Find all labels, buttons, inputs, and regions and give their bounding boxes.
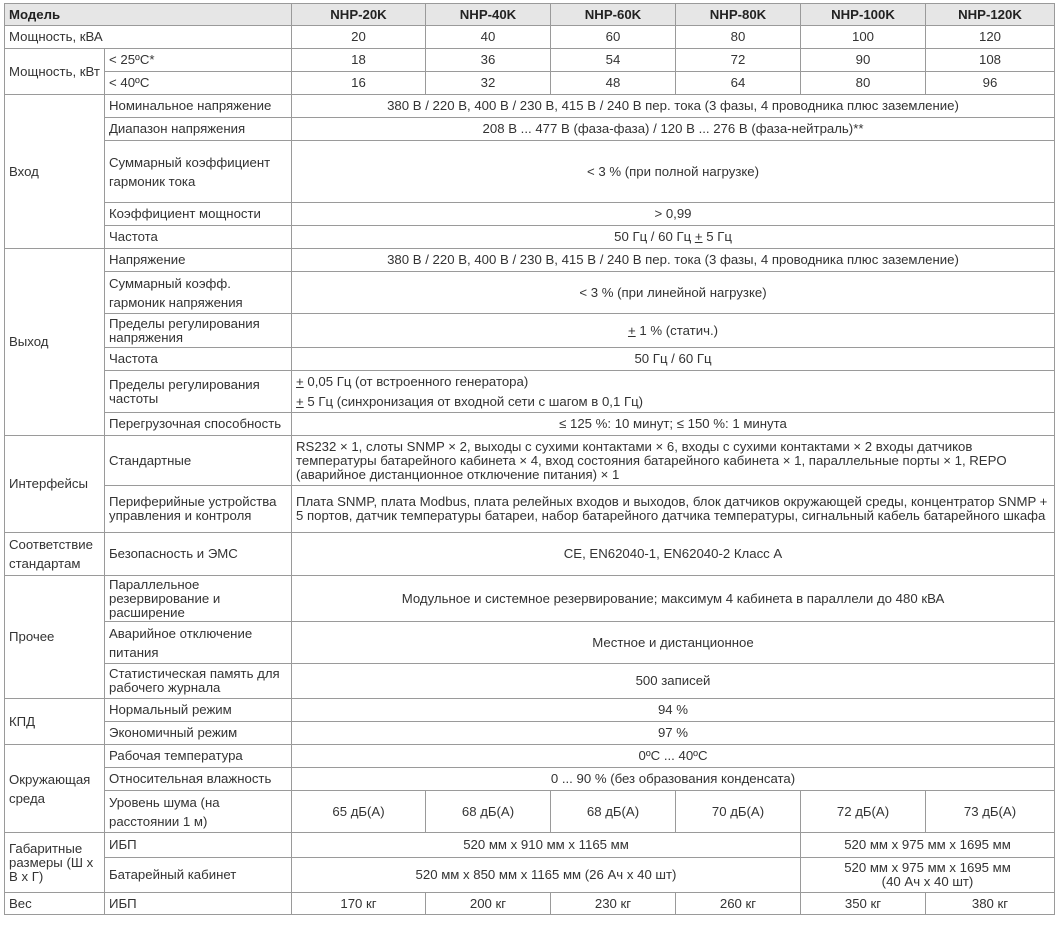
cell-value: 80 — [676, 26, 801, 49]
cell-value: 94 % — [292, 699, 1055, 722]
cell-value — [801, 858, 1055, 893]
cell-value: RS232 × 1, слоты SNMP × 2, выходы с сухими контактами × 6, входы с сухими контактами × 2 входы датчиков температуры батарейного кабинета × 4, вход состояния батарейного кабинета × 1, параллельные порты × 1, REPO (аварийное дистанционное отключение питания) × 1 — [292, 436, 1055, 486]
row-param: Частота — [105, 226, 292, 249]
row-param: Безопасность и ЭМС — [105, 533, 292, 576]
model-name: NHP-100K — [801, 4, 926, 26]
cell-value: 18 — [292, 49, 426, 72]
cell-value: 0ºC ... 40ºC — [292, 745, 1055, 768]
row-param: Периферийные устройства управления и контроля — [105, 486, 292, 533]
value-line: 520 мм x 975 мм x 1695 мм — [844, 860, 1011, 875]
row-param: Нормальный режим — [105, 699, 292, 722]
row-param: < 40ºC — [105, 72, 292, 95]
cell-value: 500 записей — [292, 664, 1055, 699]
plus-minus-sign: + — [694, 229, 703, 244]
group-label: КПД — [5, 699, 105, 745]
cell-value: < 3 % (при линейной нагрузке) — [292, 272, 1055, 314]
row-param: Уровень шума (на расстоянии 1 м) — [105, 791, 292, 833]
table-row — [5, 348, 1055, 371]
row-param: Относительная влажность — [105, 768, 292, 791]
header-row — [5, 4, 1055, 26]
model-name: NHP-40K — [426, 4, 551, 26]
cell-value — [292, 371, 1055, 413]
group-label: Вес — [5, 893, 105, 915]
table-row — [5, 249, 1055, 272]
cell-value: 380 кг — [926, 893, 1055, 915]
table-row — [5, 95, 1055, 118]
value-text: 5 Гц (синхронизация от входной сети с шагом в 0,1 Гц) — [303, 393, 644, 409]
cell-value: 170 кг — [292, 893, 426, 915]
cell-value: 208 В ... 477 В (фаза-фаза) / 120 В ... 276 В (фаза-нейтраль)** — [292, 118, 1055, 141]
plus-minus-sign: + — [296, 393, 304, 409]
cell-value: 350 кг — [801, 893, 926, 915]
group-label: Выход — [5, 249, 105, 436]
plus-minus-sign: + — [627, 322, 636, 338]
cell-value: 20 — [292, 26, 426, 49]
cell-value: Модульное и системное резервирование; максимум 4 кабинета в параллели до 480 кВА — [292, 576, 1055, 622]
table-row — [5, 699, 1055, 722]
table-row — [5, 486, 1055, 533]
table-row — [5, 49, 1055, 72]
cell-value — [292, 314, 1055, 348]
row-param: Пределы регулирования частоты — [105, 371, 292, 413]
row-param: Стандартные — [105, 436, 292, 486]
table-row — [5, 203, 1055, 226]
table-row — [5, 371, 1055, 413]
cell-value: 50 Гц / 60 Гц — [292, 348, 1055, 371]
row-param: Диапазон напряжения — [105, 118, 292, 141]
cell-value: 40 — [426, 26, 551, 49]
table-row — [5, 745, 1055, 768]
row-label: Мощность, кВА — [5, 26, 292, 49]
table-row — [5, 436, 1055, 486]
row-param: Суммарный коэфф. гармоник напряжения — [105, 272, 292, 314]
cell-value: 90 — [801, 49, 926, 72]
table-row — [5, 141, 1055, 203]
cell-value: 520 мм x 910 мм x 1165 мм — [292, 833, 801, 858]
model-name: NHP-80K — [676, 4, 801, 26]
row-param: ИБП — [105, 893, 292, 915]
value-text: 50 Гц / 60 Гц — [614, 229, 695, 244]
group-label: Прочее — [5, 576, 105, 699]
table-row — [5, 576, 1055, 622]
model-label: Модель — [5, 4, 292, 26]
value-line — [296, 392, 1050, 412]
cell-value: 68 дБ(А) — [551, 791, 676, 833]
cell-value: 100 — [801, 26, 926, 49]
table-row — [5, 72, 1055, 95]
group-label: Мощность, кВт — [5, 49, 105, 95]
cell-value: 65 дБ(А) — [292, 791, 426, 833]
cell-value: 64 — [676, 72, 801, 95]
row-param: Номинальное напряжение — [105, 95, 292, 118]
value-text: 0,05 Гц (от встроенного генератора) — [303, 373, 529, 389]
table-row — [5, 272, 1055, 314]
group-label: Соответствие стандартам — [5, 533, 105, 576]
cell-value: 200 кг — [426, 893, 551, 915]
table-row — [5, 314, 1055, 348]
cell-value: Местное и дистанционное — [292, 622, 1055, 664]
cell-value: 96 — [926, 72, 1055, 95]
table-row — [5, 118, 1055, 141]
cell-value: 72 дБ(А) — [801, 791, 926, 833]
table-row — [5, 26, 1055, 49]
model-name: NHP-20K — [292, 4, 426, 26]
cell-value: CE, EN62040-1, EN62040-2 Класс A — [292, 533, 1055, 576]
table-row — [5, 768, 1055, 791]
cell-value: 520 мм x 975 мм x 1695 мм — [801, 833, 1055, 858]
table-row — [5, 533, 1055, 576]
cell-value: < 3 % (при полной нагрузке) — [292, 141, 1055, 203]
value-line — [296, 372, 1050, 392]
cell-value: 80 — [801, 72, 926, 95]
cell-value: 73 дБ(А) — [926, 791, 1055, 833]
row-param: Суммарный коэффициент гармоник тока — [105, 141, 292, 203]
cell-value: 16 — [292, 72, 426, 95]
cell-value: 520 мм x 850 мм x 1165 мм (26 Ач x 40 шт) — [292, 858, 801, 893]
cell-value: > 0,99 — [292, 203, 1055, 226]
group-label: Габаритные размеры (Ш х В х Г) — [5, 833, 105, 893]
group-label: Вход — [5, 95, 105, 249]
row-param: Статистическая память для рабочего журнала — [105, 664, 292, 699]
row-param: < 25ºC* — [105, 49, 292, 72]
cell-value: 60 — [551, 26, 676, 49]
cell-value: ≤ 125 %: 10 минут; ≤ 150 %: 1 минута — [292, 413, 1055, 436]
cell-value: 54 — [551, 49, 676, 72]
cell-value: 108 — [926, 49, 1055, 72]
row-param: Напряжение — [105, 249, 292, 272]
cell-value: 70 дБ(А) — [676, 791, 801, 833]
value-text: 1 % (статич.) — [635, 322, 718, 338]
table-row — [5, 893, 1055, 915]
row-param: Перегрузочная способность — [105, 413, 292, 436]
cell-value: 36 — [426, 49, 551, 72]
row-param: Экономичный режим — [105, 722, 292, 745]
cell-value: 72 — [676, 49, 801, 72]
model-name: NHP-60K — [551, 4, 676, 26]
plus-minus-sign: + — [296, 373, 304, 389]
cell-value: Плата SNMP, плата Modbus, плата релейных входов и выходов, блок датчиков окружающей среды, концентратор SNMP + 5 портов, датчик температуры батареи, набор батарейного датчика температуры, сигнальный кабель батарейного шкафа — [292, 486, 1055, 533]
model-name: NHP-120K — [926, 4, 1055, 26]
table-row — [5, 413, 1055, 436]
table-row — [5, 858, 1055, 893]
cell-value: 260 кг — [676, 893, 801, 915]
row-param: Аварийное отключение питания — [105, 622, 292, 664]
value-text: 5 Гц — [702, 229, 732, 244]
cell-value: 0 ... 90 % (без образования конденсата) — [292, 768, 1055, 791]
row-param: Коэффициент мощности — [105, 203, 292, 226]
cell-value: 68 дБ(А) — [426, 791, 551, 833]
table-row — [5, 791, 1055, 833]
cell-value: 48 — [551, 72, 676, 95]
row-param: Батарейный кабинет — [105, 858, 292, 893]
row-param: Частота — [105, 348, 292, 371]
value-line: (40 Ач x 40 шт) — [881, 874, 974, 889]
table-row — [5, 833, 1055, 858]
group-label: Интерфейсы — [5, 436, 105, 533]
cell-value: 32 — [426, 72, 551, 95]
cell-value: 380 В / 220 В, 400 В / 230 В, 415 В / 240 В пер. тока (3 фазы, 4 проводника плюс заземление) — [292, 95, 1055, 118]
table-row — [5, 664, 1055, 699]
row-param: Рабочая температура — [105, 745, 292, 768]
group-label: Окружающая среда — [5, 745, 105, 833]
spec-table — [4, 3, 1055, 915]
table-row — [5, 722, 1055, 745]
row-param: ИБП — [105, 833, 292, 858]
cell-value: 120 — [926, 26, 1055, 49]
table-row — [5, 226, 1055, 249]
cell-value: 230 кг — [551, 893, 676, 915]
row-param: Параллельное резервирование и расширение — [105, 576, 292, 622]
table-row — [5, 622, 1055, 664]
cell-value: 380 В / 220 В, 400 В / 230 В, 415 В / 240 В пер. тока (3 фазы, 4 проводника плюс заземление) — [292, 249, 1055, 272]
cell-value — [292, 226, 1055, 249]
cell-value: 97 % — [292, 722, 1055, 745]
row-param: Пределы регулирования напряжения — [105, 314, 292, 348]
